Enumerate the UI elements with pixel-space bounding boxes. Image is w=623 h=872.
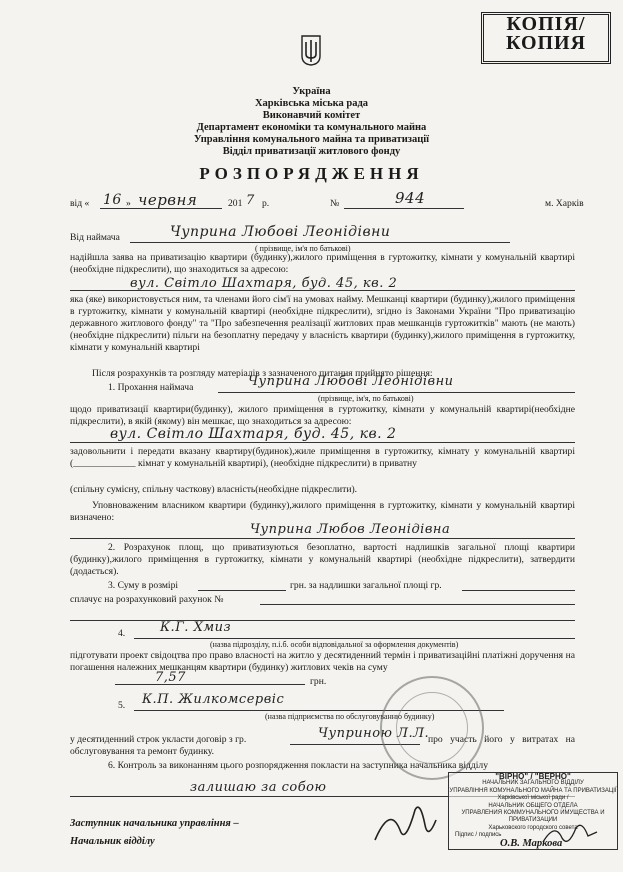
paragraph-application: надійшла заява на приватизацію квартири (будинку),жилого приміщення в гуртожитку, кімнати у комунальній квартирі (необхідне підкреслити), що знаходиться за адресою:: [70, 252, 575, 275]
paragraph-ownership: (спільну сумісну, спільну часткову) власність(необхідне підкреслити).: [70, 484, 358, 495]
copy-stamp: [481, 12, 611, 64]
verified-stamp-line: УПРАВЛЕНИЯ КОММУНАЛЬНОГО ИМУЩЕСТВА И ПРИВАТИЗАЦИИ: [461, 810, 605, 824]
tenant-name: Чуприна Любові Леонідівни: [170, 224, 391, 240]
date-prefix: від «: [70, 198, 90, 209]
sum-value: 7,57: [155, 670, 186, 685]
address-line-2: вул. Світло Шахтаря, буд. 45, кв. 2: [110, 426, 397, 442]
verified-stamp-title: "ВІРНО" / "ВЕРНО": [495, 772, 571, 781]
verified-stamp-line: УПРАВЛІННЯ КОМУНАЛЬНОГО МАЙНА ТА ПРИВАТИЗАЦІЇ: [449, 787, 617, 794]
footer-signer: О.В. Маркова: [500, 838, 563, 849]
paragraph-certificate: підготувати проект свідоцтва про право власності на житло у десятиденний термін і приватизаційні платіжні доручення на погашення належних мешканцям квартири (будинку) житлових чеків на суму: [70, 650, 575, 673]
item1-label: 1. Прохання наймача: [108, 382, 194, 393]
date-mid: »: [126, 198, 131, 209]
date-month: червня: [138, 191, 198, 209]
date-year-suffix: р.: [262, 198, 270, 209]
item3-label: 3. Суму в розмірі: [108, 580, 179, 591]
tenant-caption: ( прізвище, ім'я по батькові): [255, 244, 351, 253]
header-committee: Виконавчий комітет: [262, 110, 361, 121]
item4-name: К.Г. Хмиз: [160, 620, 232, 635]
paragraph-tenancy: яка (яке) використовується ним, та членами його сім'ї на умовах найму. Мешканці квартири (будинку),жилого приміщення в гуртожитку, кімнати у комунальній квартирі (необхідне підкреслити), згідно із Законами України "Про приватизацію державного житлового фонду" та "Про забезпечення реалізації житлових прав мешканців гуртожитків" мають (не мають) (необхідне підкреслити) пільги на безоплатну передачу у власність квартири (будинку),жилого приміщення в гуртожитку, кімнати у комунальній квартирі: [70, 294, 575, 353]
verified-stamp-line: Харківської міської ради /: [497, 795, 569, 802]
item5-label: 5.: [118, 700, 126, 711]
paragraph-contract-b: про участь його у витратах на обслуговування та ремонт будинку.: [70, 734, 575, 757]
verified-stamp-line: НАЧАЛЬНИК ЗАГАЛЬНОГО ВІДДІЛУ: [482, 780, 584, 787]
paragraph-transfer: задовольнити і передати вказану квартиру(будинок),жиле приміщення в гуртожитку, кімнату у комунальній квартирі (_____________ кімнат у комунальній квартирі), (необхідне підкреслити) в приватну: [70, 446, 575, 469]
item4-caption: (назва підрозділу, п.і.б. особи відповідальної за оформлення документів): [210, 640, 459, 649]
item3-text: грн. за надлишки загальної площі гр.: [290, 580, 442, 591]
item3-account: сплачує на розрахунковий рахунок №: [70, 594, 224, 605]
sum-unit: грн.: [310, 676, 327, 687]
item6-text: 6. Контроль за виконанням цього розпорядження покласти на заступника начальника відділу: [108, 760, 488, 771]
header-division: Відділ приватизації житлового фонду: [222, 146, 401, 157]
paragraph-decision: Після розрахунків та розгляду матеріалів з зазначеного питання прийнято рішення:: [92, 368, 433, 379]
item5-name: К.П. Жилкомсервіс: [142, 692, 285, 707]
order-number: 944: [395, 189, 426, 207]
footer-position-2: Начальник відділу: [70, 836, 155, 847]
date-day: 16: [103, 192, 122, 208]
address-line-1: вул. Світло Шахтаря, буд. 45, кв. 2: [130, 276, 398, 291]
tenant-label: Від наймача: [70, 232, 120, 243]
copy-stamp-line2: КОПИЯ: [505, 32, 587, 54]
paragraph-contract-a: у десятиденний строк укласти договір з гр.: [70, 734, 247, 745]
copy-stamp-line1: КОПІЯ/: [506, 13, 586, 35]
number-label: №: [330, 198, 340, 209]
date-year-prefix: 201: [228, 198, 243, 209]
signature-mark-icon: [370, 800, 440, 850]
owner-name: Чуприна Любов Леонідівна: [250, 522, 451, 537]
footer-position-1: Заступник начальника управління –: [70, 818, 239, 829]
item6-handwritten: залишаю за собою: [190, 780, 327, 795]
verified-stamp-signature-label: Підпис / подпись: [455, 832, 502, 839]
item1-caption: (прізвище, ім'я, по батькові): [318, 394, 414, 403]
city: м. Харків: [545, 198, 584, 209]
header-department: Департамент економіки та комунального майна: [196, 122, 427, 133]
official-round-seal: [380, 676, 484, 780]
contract-person: Чуприною Л.Л.: [318, 726, 430, 741]
verified-stamp-line: НАЧАЛЬНИК ОБЩЕГО ОТДЕЛА: [488, 802, 578, 809]
item1-name: Чуприна Любові Леонідівни: [248, 374, 454, 389]
item2-text: 2. Розрахунок площ, що приватизуються безоплатно, вартості надлишків загальної площі квартири (будинку),жилого приміщення в гуртожитку, кімнати у комунальній квартирі (необхідне підкреслити), затвердити (додається).: [70, 542, 575, 577]
document-title: РОЗПОРЯДЖЕННЯ: [199, 164, 424, 183]
item4-label: 4.: [118, 628, 126, 639]
header-country: Україна: [292, 86, 331, 97]
paragraph-owner: Уповноваженим власником квартири (будинку),жилого приміщення в гуртожитку, кімнати у комунальній квартирі визначено:: [70, 500, 575, 523]
header-council: Харківська міська рада: [254, 98, 369, 109]
date-year-digit: 7: [246, 193, 255, 208]
header-directorate: Управління комунального майна та приватизації: [193, 134, 430, 145]
paragraph-privatization: щодо приватизації квартири(будинку), жилого приміщення в гуртожитку, кімнати у комунальній квартирі(необхідне підкреслити), в якій (якому) він мешкає, що знаходиться за адресою:: [70, 404, 575, 427]
verified-stamp-line: Харьковского городского совета: [488, 824, 578, 831]
item5-caption: (назва підприємства по обслуговуванню будинку): [265, 712, 435, 721]
trident-emblem-icon: [300, 34, 322, 66]
